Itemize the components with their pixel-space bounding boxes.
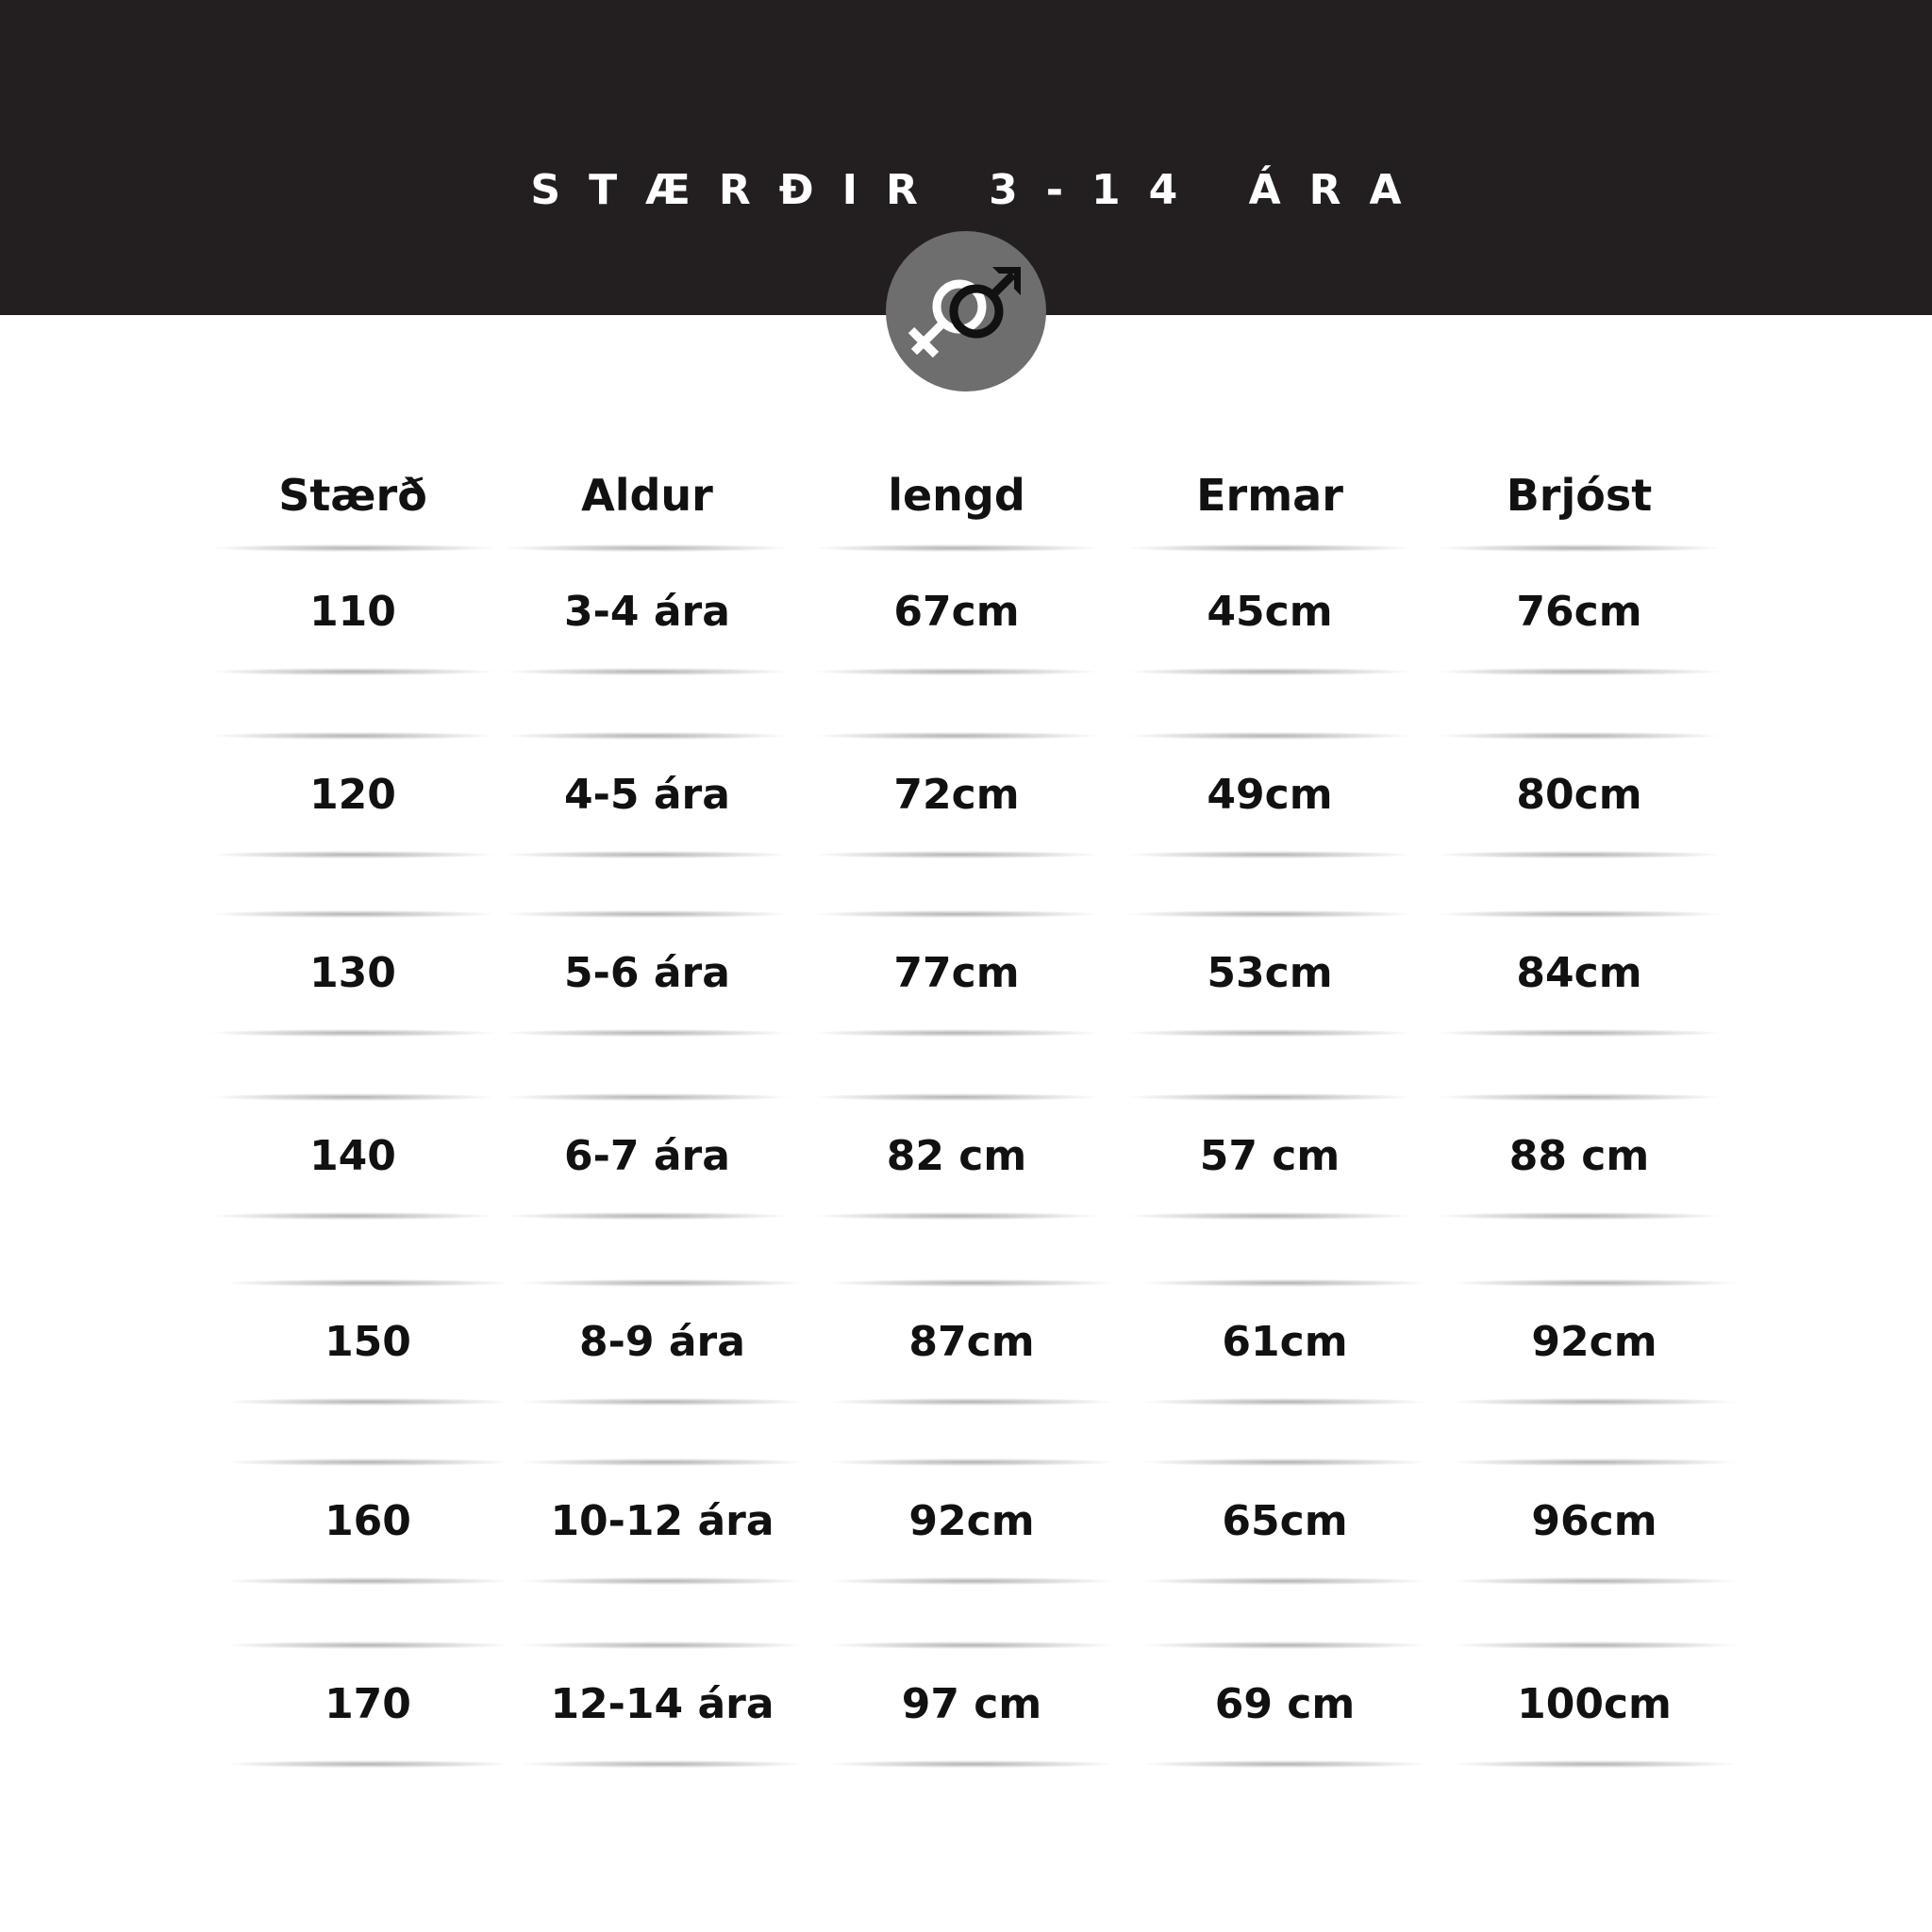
cell-value: 160 <box>325 1497 411 1545</box>
table-cell-age <box>521 1458 804 1585</box>
cell-value: 82 cm <box>886 1132 1027 1180</box>
table-cell-length <box>815 549 1098 675</box>
table-cell-size <box>226 1279 509 1406</box>
cell-value: 49cm <box>1207 771 1333 819</box>
table-cell-length <box>830 1641 1113 1768</box>
table-cell-length <box>815 732 1098 858</box>
cell-value: 130 <box>309 949 396 997</box>
cell-value: 87cm <box>908 1318 1035 1366</box>
cell-value: 84cm <box>1516 949 1642 997</box>
cell-value: 88 cm <box>1508 1132 1650 1180</box>
cell-value: 92cm <box>1531 1318 1657 1366</box>
table-cell-age <box>506 732 789 858</box>
cell-value: 140 <box>309 1132 396 1180</box>
table-cell-chest <box>1438 1093 1721 1220</box>
cell-value: 10-12 ára <box>550 1497 774 1545</box>
cell-value: 8-9 ára <box>579 1318 745 1366</box>
table-cell-size <box>226 1458 509 1585</box>
table-cell-age <box>506 1093 789 1220</box>
cell-value: 150 <box>325 1318 411 1366</box>
cell-value: 3-4 ára <box>564 588 730 636</box>
cell-value: 12-14 ára <box>550 1680 774 1728</box>
table-cell-chest <box>1438 732 1721 858</box>
table-cell-chest <box>1438 549 1721 675</box>
column-header-sleeves: Ermar <box>1196 470 1343 521</box>
cell-value: 120 <box>309 771 396 819</box>
table-cell-length <box>815 1093 1098 1220</box>
cell-value: 72cm <box>893 771 1020 819</box>
table-cell-sleeves <box>1143 1641 1426 1768</box>
cell-value: 96cm <box>1531 1497 1657 1545</box>
cell-value: 100cm <box>1517 1680 1672 1728</box>
table-cell-sleeves <box>1128 1093 1411 1220</box>
table-cell-sleeves <box>1143 1279 1426 1406</box>
cell-value: 80cm <box>1516 771 1642 819</box>
cell-value: 110 <box>309 588 396 636</box>
table-cell-sleeves <box>1128 732 1411 858</box>
table-cell-age <box>506 549 789 675</box>
table-cell-chest <box>1453 1458 1736 1585</box>
table-cell-age <box>506 910 789 1037</box>
page-title: STÆRÐIR 3-14 ÁRA <box>530 166 1430 214</box>
cell-value: 67cm <box>893 588 1020 636</box>
gender-symbols-icon <box>886 231 1046 391</box>
table-cell-sleeves <box>1128 910 1411 1037</box>
table-cell-length <box>830 1458 1113 1585</box>
table-cell-chest <box>1453 1279 1736 1406</box>
column-header-length: lengd <box>888 470 1025 521</box>
cell-value: 77cm <box>893 949 1020 997</box>
table-cell-size <box>226 1641 509 1768</box>
table-cell-size <box>211 910 494 1037</box>
column-header-chest: Brjóst <box>1506 470 1653 521</box>
table-cell-sleeves <box>1143 1458 1426 1585</box>
table-cell-size <box>211 1093 494 1220</box>
cell-value: 76cm <box>1516 588 1642 636</box>
cell-value: 97 cm <box>901 1680 1042 1728</box>
table-cell-size <box>211 732 494 858</box>
column-header-size: Stærð <box>278 470 427 521</box>
table-cell-age <box>521 1279 804 1406</box>
table-cell-length <box>815 910 1098 1037</box>
cell-value: 53cm <box>1207 949 1333 997</box>
cell-value: 4-5 ára <box>564 771 730 819</box>
column-header-age: Aldur <box>581 470 713 521</box>
table-cell-chest <box>1438 910 1721 1037</box>
cell-value: 92cm <box>908 1497 1035 1545</box>
table-cell-chest <box>1453 1641 1736 1768</box>
gender-emblem <box>886 231 1046 391</box>
cell-value: 57 cm <box>1199 1132 1341 1180</box>
cell-value: 61cm <box>1222 1318 1348 1366</box>
table-cell-length <box>830 1279 1113 1406</box>
cell-value: 45cm <box>1207 588 1333 636</box>
cell-value: 5-6 ára <box>564 949 730 997</box>
cell-value: 65cm <box>1222 1497 1348 1545</box>
cell-value: 170 <box>325 1680 411 1728</box>
cell-value: 69 cm <box>1214 1680 1356 1728</box>
cell-value: 6-7 ára <box>564 1132 730 1180</box>
table-cell-size <box>211 549 494 675</box>
table-cell-age <box>521 1641 804 1768</box>
table-cell-sleeves <box>1128 549 1411 675</box>
